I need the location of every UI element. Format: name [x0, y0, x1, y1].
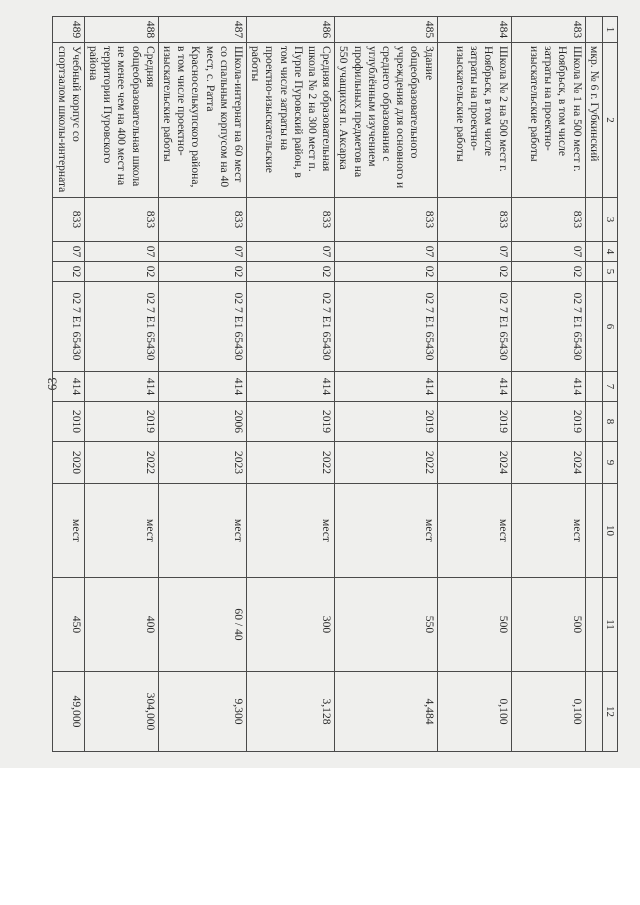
table-cell: 2019: [84, 402, 158, 442]
page-number: 63: [44, 377, 60, 391]
table-cell: 07: [437, 242, 511, 262]
column-header: 7: [602, 372, 617, 402]
column-header: 3: [602, 198, 617, 242]
row-number: 488: [84, 17, 158, 43]
table-cell: 02: [246, 262, 334, 282]
object-name: Средняя общеобразовательная школа не менее чем на 400 мест на территории Пуровского района: [84, 43, 158, 198]
table-cell: 02 7 E1 65430: [246, 282, 334, 372]
table-cell: 2024: [511, 442, 585, 484]
row-number: 489: [53, 17, 84, 43]
table-row: [511, 17, 585, 752]
table-cell: 07: [84, 242, 158, 262]
table-cell: 3,128: [246, 672, 334, 752]
object-name: Школа № 1 на 500 мест г. Ноябрьск, в том числе затраты на проектно-изыскательские работы: [511, 43, 585, 198]
table-cell: 4,484: [335, 672, 437, 752]
object-name: Школа № 2 на 500 мест г. Ноябрьск, в том числе затраты на проектно-изыскательские работы: [437, 43, 511, 198]
table-cell: 2010: [53, 402, 84, 442]
table-cell: 2019: [437, 402, 511, 442]
table-cell: 07: [158, 242, 246, 262]
table-viewport: [55, 16, 618, 751]
table-cell: 2023: [158, 442, 246, 484]
column-header: 5: [602, 262, 617, 282]
table-row: [158, 17, 246, 752]
column-header: 1: [602, 17, 617, 43]
continuation-row: [585, 17, 602, 752]
table-cell: 02: [335, 262, 437, 282]
table-cell: 550: [335, 578, 437, 672]
object-name: Школа-интернат на 60 мест со спальным корпусом на 40 мест, с. Ратта Красноселькупского района, в том числе проектно-изыскательские работы: [158, 43, 246, 198]
table-cell: мест: [84, 484, 158, 578]
table-cell: 304,000: [84, 672, 158, 752]
table-cell: 02 7 E1 65430: [511, 282, 585, 372]
column-header: 2: [602, 43, 617, 198]
table-cell: 49,000: [53, 672, 84, 752]
table-cell: 07: [511, 242, 585, 262]
table-cell: 02 7 E1 65430: [158, 282, 246, 372]
column-header: 8: [602, 402, 617, 442]
table-cell: 414: [511, 372, 585, 402]
table-cell: 414: [335, 372, 437, 402]
table-cell: 414: [158, 372, 246, 402]
header-row: [602, 17, 617, 752]
table-cell: 400: [84, 578, 158, 672]
table-row: [437, 17, 511, 752]
table-cell: 833: [437, 198, 511, 242]
table-cell: 833: [84, 198, 158, 242]
row-number: 484: [437, 17, 511, 43]
object-name: Здание общеобразовательного учреждения для основного и среднего образования с углублённым изучением профильных предметов на 550 учащихся п. Аксарка: [335, 43, 437, 198]
table-cell: 414: [246, 372, 334, 402]
table-row: [53, 17, 84, 752]
table-cell: 02 7 E1 65430: [437, 282, 511, 372]
table-cell: 2022: [335, 442, 437, 484]
table-cell: 500: [437, 578, 511, 672]
object-name: Средняя образовательная школа № 2 на 300 мест п. Пурпе Пуровский район, в том числе затраты на проектно-изыскательские работы: [246, 43, 334, 198]
table-cell: 02 7 E1 65430: [53, 282, 84, 372]
table-cell: 02 7 E1 65430: [84, 282, 158, 372]
table-cell: 60 / 40: [158, 578, 246, 672]
table-cell: 02: [53, 262, 84, 282]
column-header: 11: [602, 578, 617, 672]
table-cell: 9,300: [158, 672, 246, 752]
table-cell: 2006: [158, 402, 246, 442]
table-cell: 02: [511, 262, 585, 282]
table-cell: 0,100: [511, 672, 585, 752]
table-cell: 07: [335, 242, 437, 262]
column-header: 4: [602, 242, 617, 262]
table-cell: 414: [84, 372, 158, 402]
table-row: [335, 17, 437, 752]
table-cell: 2024: [437, 442, 511, 484]
table-cell: 2019: [511, 402, 585, 442]
column-header: 6: [602, 282, 617, 372]
row-number: 483: [511, 17, 585, 43]
table-cell: 02: [84, 262, 158, 282]
table-row: [246, 17, 334, 752]
column-header: 12: [602, 672, 617, 752]
column-header: 9: [602, 442, 617, 484]
row-number: 485: [335, 17, 437, 43]
table-cell: мест: [437, 484, 511, 578]
table-cell: 833: [335, 198, 437, 242]
table-cell: 300: [246, 578, 334, 672]
table-cell: мест: [511, 484, 585, 578]
table-cell: 833: [511, 198, 585, 242]
table-cell: мест: [158, 484, 246, 578]
table-cell: 02: [158, 262, 246, 282]
table-cell: 02: [437, 262, 511, 282]
table-cell: мест: [335, 484, 437, 578]
investment-table: [52, 16, 618, 752]
table-cell: 833: [246, 198, 334, 242]
table-cell: 500: [511, 578, 585, 672]
table-cell: 833: [53, 198, 84, 242]
table-cell: 07: [246, 242, 334, 262]
table-cell: 2022: [246, 442, 334, 484]
table-cell: мест: [53, 484, 84, 578]
table-cell: 414: [437, 372, 511, 402]
table-cell: 02 7 E1 65430: [335, 282, 437, 372]
table-cell: 414: [53, 372, 84, 402]
table-cell: 07: [53, 242, 84, 262]
table-cell: 2022: [84, 442, 158, 484]
row-number: 486: [246, 17, 334, 43]
table-cell: 833: [158, 198, 246, 242]
table-cell: мест: [246, 484, 334, 578]
object-name: Учебный корпус со спортзалом школы-интерната: [53, 43, 84, 198]
table-row: [84, 17, 158, 752]
table-cell: 2019: [335, 402, 437, 442]
row-number: 487: [158, 17, 246, 43]
table-cell: 2019: [246, 402, 334, 442]
table-cell: 2020: [53, 442, 84, 484]
continuation-text: мкр. № 6 г. Губкинский: [585, 43, 602, 198]
column-header: 10: [602, 484, 617, 578]
table-cell: 450: [53, 578, 84, 672]
table-cell: 0,100: [437, 672, 511, 752]
